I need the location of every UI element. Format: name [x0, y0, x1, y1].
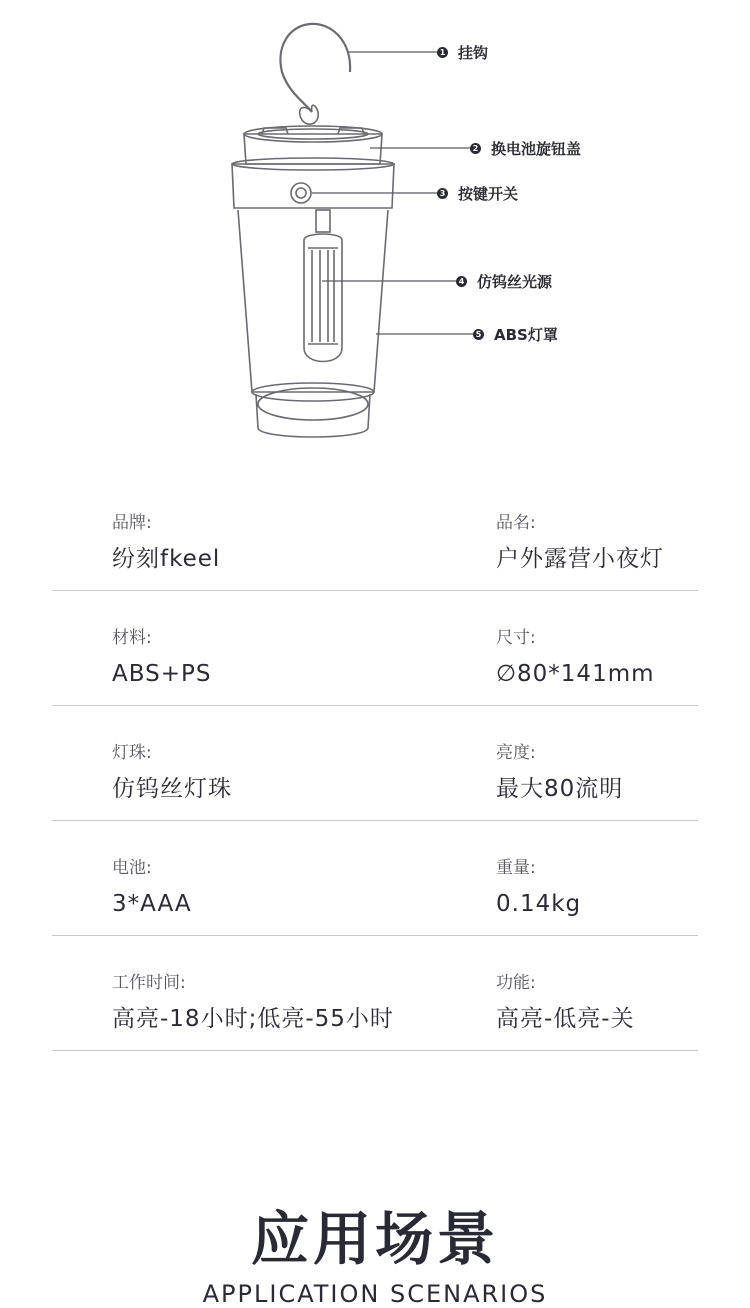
callout-label: ABS灯罩 [494, 326, 558, 344]
callout-label: 仿钨丝光源 [477, 273, 553, 291]
spec-cell [112, 972, 394, 1034]
spec-label: 重量: [496, 858, 536, 878]
spec-row [52, 936, 698, 1051]
spec-value: ∅80*141mm [496, 661, 655, 687]
spec-label: 尺寸: [496, 628, 536, 648]
callout-hook [437, 42, 488, 63]
spec-row [52, 591, 698, 706]
callout-shade [473, 324, 558, 345]
spec-row [52, 821, 698, 936]
spec-value: 最大80流明 [496, 776, 624, 802]
spec-value: 户外露营小夜灯 [496, 546, 664, 572]
spec-label: 品牌: [112, 513, 152, 533]
callout-label: 挂钩 [458, 44, 489, 62]
callout-battery-cap [470, 138, 581, 159]
spec-label: 工作时间: [112, 973, 186, 993]
callout-number: 4 [456, 276, 467, 287]
callout-number: 3 [437, 188, 448, 199]
callout-number: 1 [437, 47, 448, 58]
spec-cell [496, 627, 655, 689]
callout-label: 按键开关 [458, 185, 519, 203]
spec-value: 3*AAA [112, 891, 192, 917]
spec-value: 仿钨丝灯珠 [112, 776, 232, 802]
spec-label: 材料: [112, 628, 152, 648]
callout-switch [437, 183, 518, 204]
spec-value: 0.14kg [496, 891, 582, 917]
callout-number: 2 [470, 143, 481, 154]
spec-label: 电池: [112, 858, 152, 878]
section-subtitle: APPLICATION SCENARIOS [202, 1280, 548, 1308]
product-diagram [0, 0, 750, 470]
lamp-illustration [0, 0, 750, 470]
spec-cell [496, 742, 623, 804]
spec-label: 亮度: [496, 743, 536, 763]
spec-cell [112, 627, 211, 689]
spec-value: 高亮-低亮-关 [496, 1006, 635, 1032]
spec-label: 功能: [496, 973, 536, 993]
spec-label: 灯珠: [112, 743, 152, 763]
callout-label: 换电池旋钮盖 [491, 140, 582, 158]
spec-cell [112, 857, 192, 919]
spec-cell [112, 742, 232, 804]
spec-cell [112, 512, 220, 574]
spec-value: 纷刻fkeel [112, 546, 221, 572]
callout-light-source [456, 271, 552, 292]
spec-value: 高亮-18小时;低亮-55小时 [112, 1006, 394, 1032]
spec-cell [496, 972, 635, 1034]
callout-number: 5 [473, 329, 484, 340]
spec-table [52, 476, 698, 1051]
spec-cell [496, 857, 581, 919]
spec-row [52, 476, 698, 591]
spec-row [52, 706, 698, 821]
spec-label: 品名: [496, 513, 536, 533]
spec-cell [496, 512, 664, 574]
section-title: 应用场景 [250, 1205, 499, 1273]
spec-value: ABS+PS [112, 661, 212, 687]
